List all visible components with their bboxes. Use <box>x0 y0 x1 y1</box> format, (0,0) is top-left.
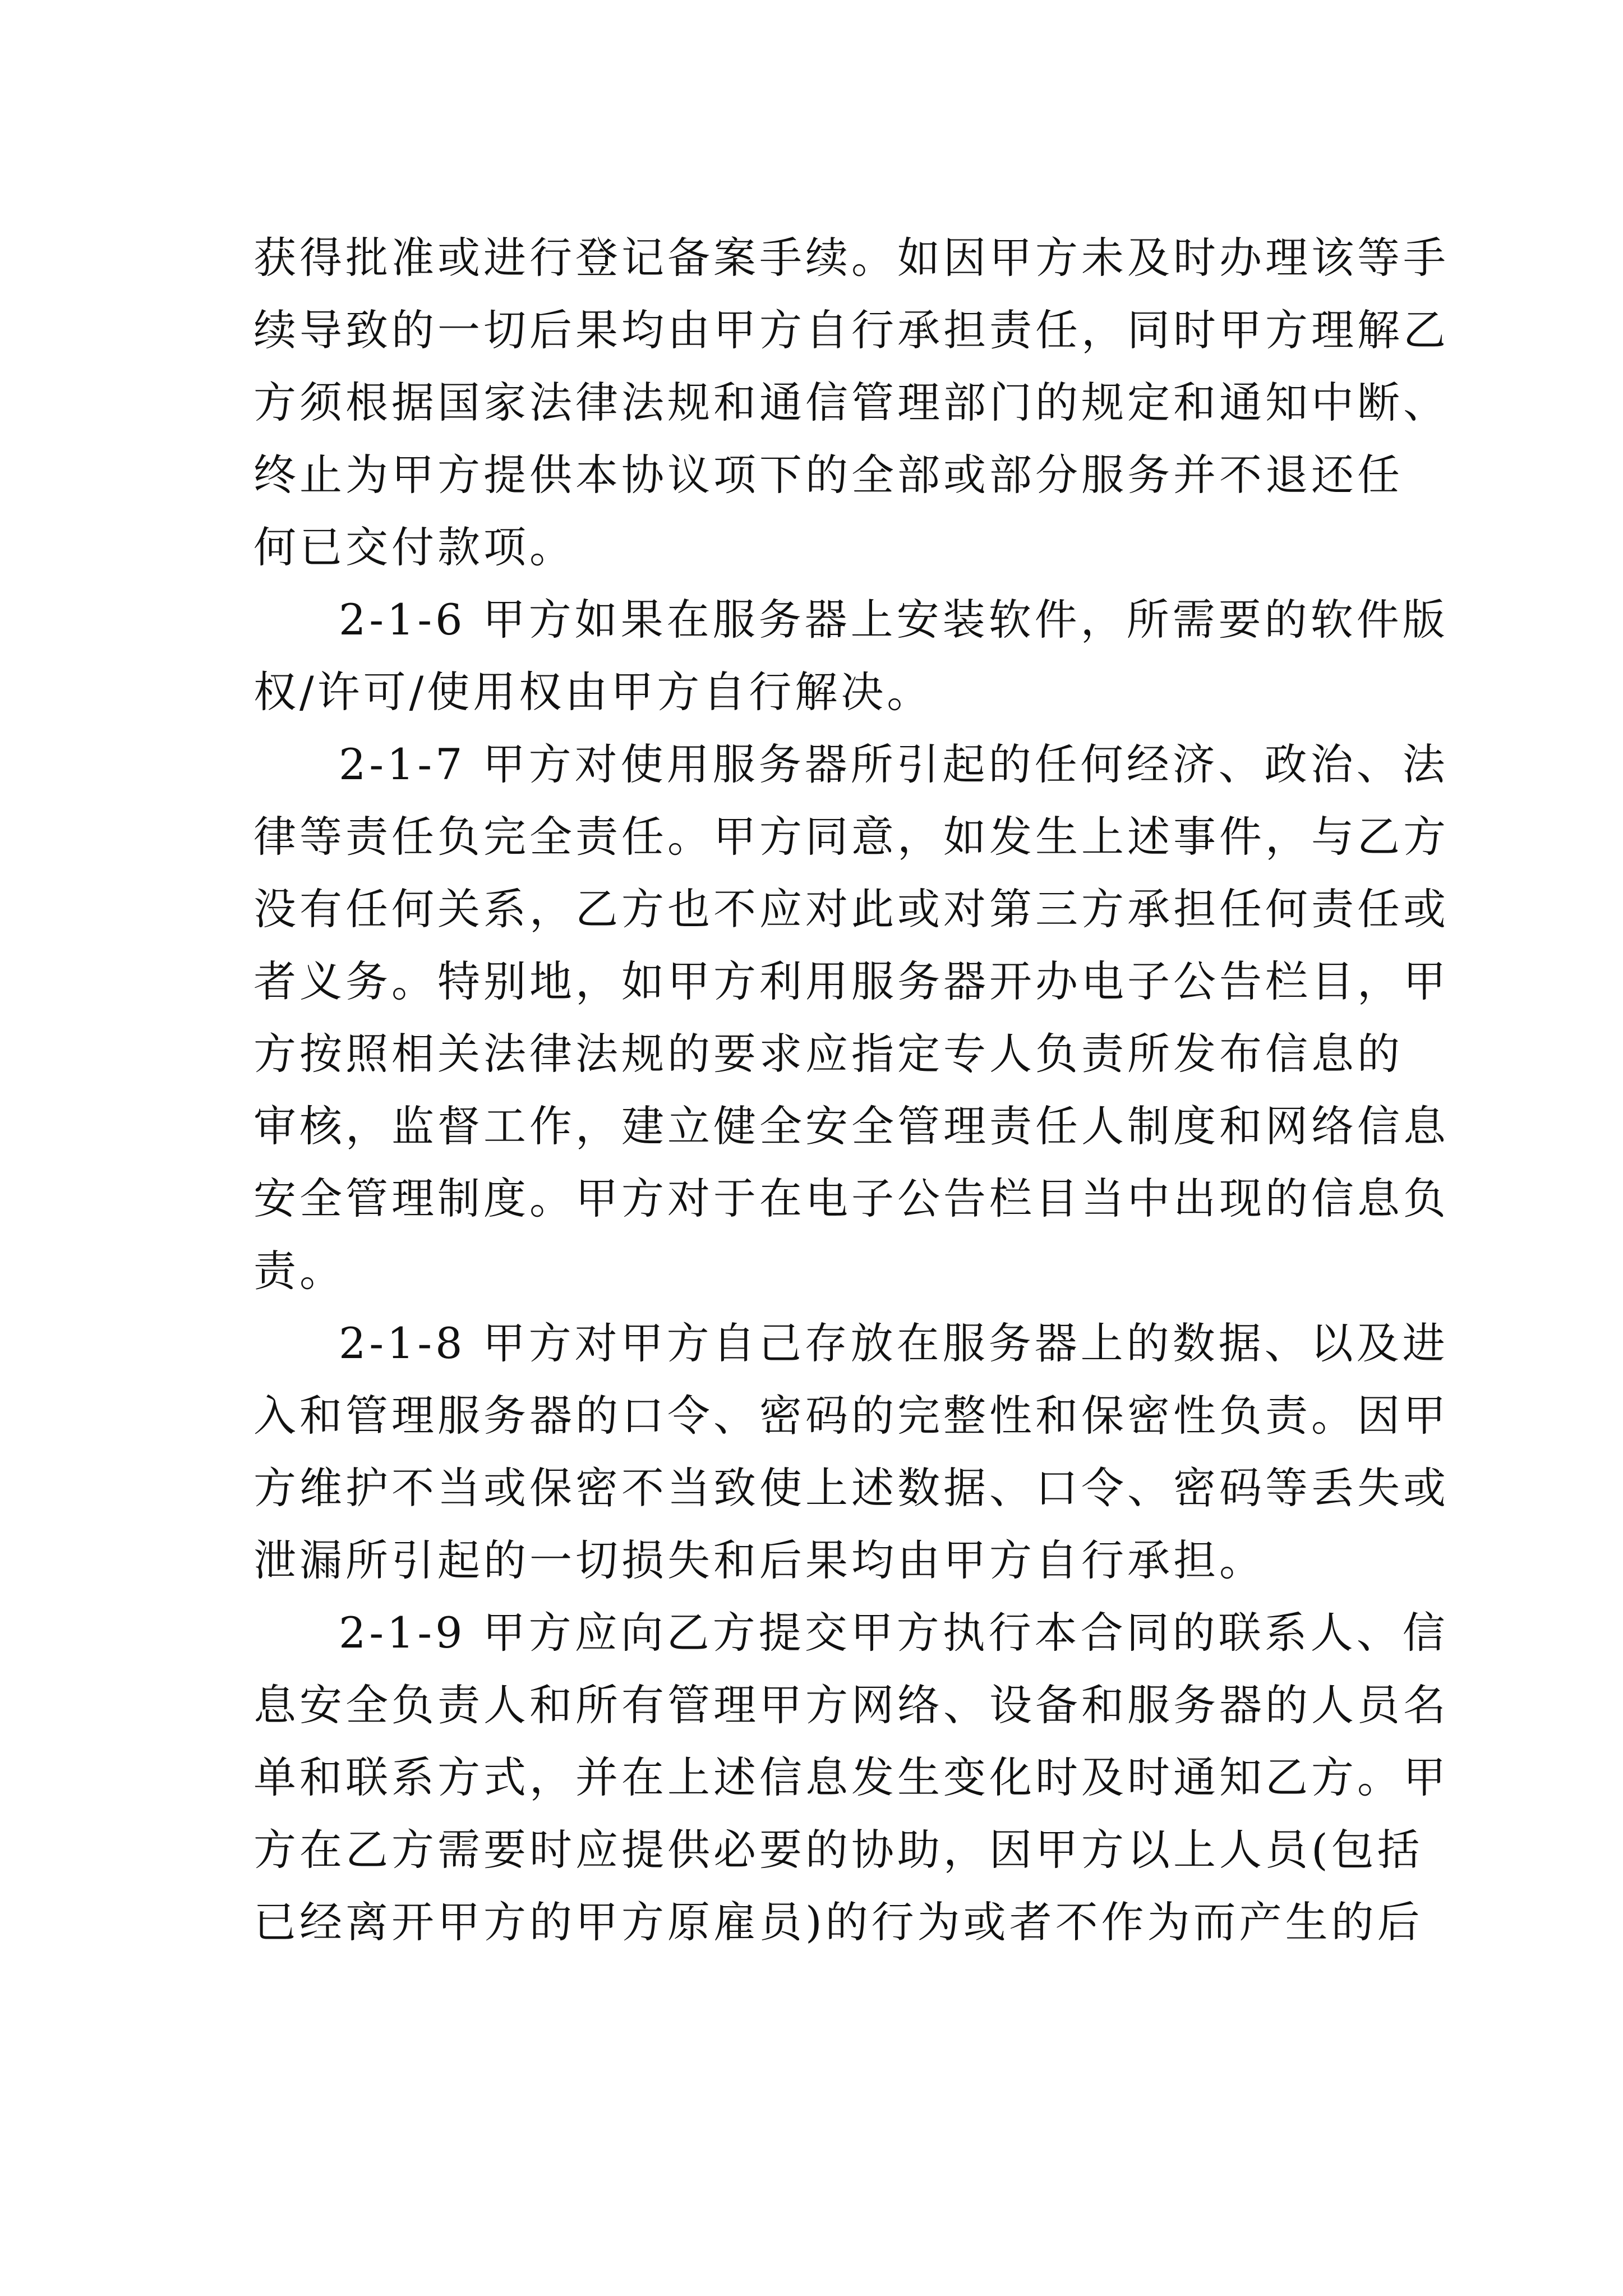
clause-2-1-8-start: 2-1-8 甲方对甲方自己存放在服务器上的数据、以及进 <box>339 1318 1449 1368</box>
text-line: 审核，监督工作，建立健全安全管理责任人制度和网络信息 <box>253 1101 1449 1151</box>
text-line: 续导致的一切后果均由甲方自行承担责任，同时甲方理解乙 <box>253 305 1449 355</box>
text-line: 权/许可/使用权由甲方自行解决。 <box>253 667 933 717</box>
text-line: 何已交付款项。 <box>253 522 575 572</box>
text-line: 方维护不当或保密不当致使上述数据、口令、密码等丢失或 <box>253 1463 1449 1513</box>
text-line: 已经离开甲方的甲方原雇员)的行为或者不作为而产生的后 <box>253 1897 1423 1947</box>
text-line: 方在乙方需要时应提供必要的协助，因甲方以上人员(包括 <box>253 1825 1423 1875</box>
text-line: 方须根据国家法律法规和通信管理部门的规定和通知中断、 <box>253 378 1449 427</box>
text-line: 息安全负责人和所有管理甲方网络、设备和服务器的人员名 <box>253 1680 1449 1730</box>
text-line: 终止为甲方提供本协议项下的全部或部分服务并不退还任 <box>253 450 1403 500</box>
text-line: 泄漏所引起的一切损失和后果均由甲方自行承担。 <box>253 1535 1265 1585</box>
text-line: 没有任何关系，乙方也不应对此或对第三方承担任何责任或 <box>253 884 1449 934</box>
text-line: 单和联系方式，并在上述信息发生变化时及时通知乙方。甲 <box>253 1752 1449 1802</box>
clause-2-1-9-start: 2-1-9 甲方应向乙方提交甲方执行本合同的联系人、信 <box>339 1608 1449 1658</box>
text-line: 者义务。特别地，如甲方利用服务器开办电子公告栏目，甲 <box>253 956 1449 1006</box>
text-line: 安全管理制度。甲方对于在电子公告栏目当中出现的信息负 <box>253 1174 1449 1223</box>
text-line: 方按照相关法律法规的要求应指定专人负责所发布信息的 <box>253 1029 1403 1079</box>
contract-text <box>253 222 1449 1958</box>
clause-2-1-7-start: 2-1-7 甲方对使用服务器所引起的任何经济、政治、法 <box>339 739 1449 789</box>
text-line: 责。 <box>253 1246 345 1296</box>
text-line: 获得批准或进行登记备案手续。如因甲方未及时办理该等手 <box>253 233 1449 283</box>
clause-2-1-6-start: 2-1-6 甲方如果在服务器上安装软件，所需要的软件版 <box>339 595 1449 645</box>
text-line: 律等责任负完全责任。甲方同意，如发生上述事件，与乙方 <box>253 812 1449 862</box>
text-line: 入和管理服务器的口令、密码的完整性和保密性负责。因甲 <box>253 1391 1449 1441</box>
